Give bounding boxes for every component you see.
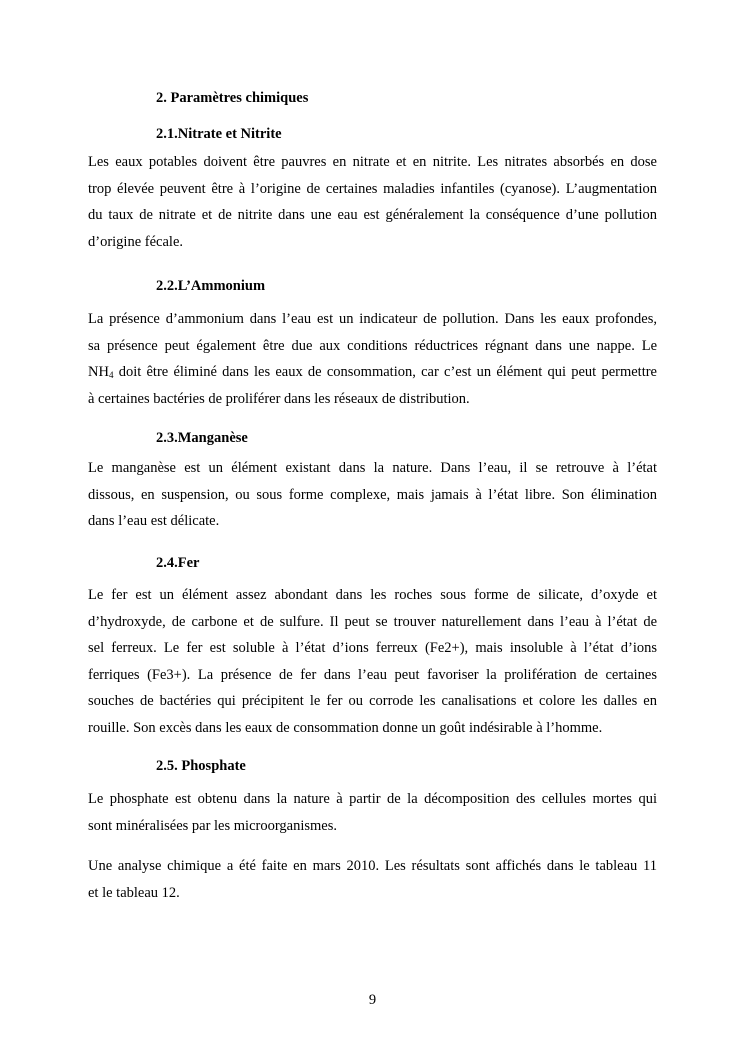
text-line-nh4: $NH_4$ doit être éliminé dans les eaux de consommation, car c’est un élément qui peut permettre	[88, 364, 657, 380]
text-line: dissous, en suspension, ou sous forme complexe, mais jamais à l’état libre. Son élimination	[88, 486, 657, 503]
text-line: souches de bactéries qui précipitent le fer ou corrode les canalisations et colore les dalles en	[88, 693, 657, 709]
text-line: Le fer est un élément assez abondant dans les roches sous forme de silicate, d’oxyde et	[88, 587, 657, 603]
chemical-formula: $NH_4$	[88, 364, 114, 380]
text-line: rouille. Son excès dans les eaux de consommation donne un goût indésirable à l’homme.	[88, 719, 603, 736]
page-number: 9	[368, 992, 377, 1008]
paragraph-iron	[88, 582, 657, 741]
text-line: La présence d’ammonium dans l’eau est un indicateur de pollution. Dans les eaux profondes,	[88, 311, 657, 327]
subsection-title-nitrate: 2.1.Nitrate et Nitrite	[156, 126, 282, 142]
subsection-title-ammonium: 2.2.L’Ammonium	[156, 278, 266, 294]
text-line: sel ferreux. Le fer est soluble à l’état d’ions ferreux (Fe2+), mais insoluble à l’état d’ions	[88, 640, 657, 656]
subsection-title-iron: 2.4.Fer	[156, 555, 200, 571]
paragraph-ammonium	[88, 306, 657, 412]
text-line: du taux de nitrate et de nitrite dans une eau est généralement la conséquence d’une pollution	[88, 207, 657, 223]
text-line: trop élevée peuvent être à l’origine de certaines maladies infantiles (cyanose). L’augmentation	[88, 180, 657, 197]
subsection-title-manganese: 2.3.Manganèse	[156, 430, 248, 446]
section-heading-chemical-parameters: 2. Paramètres chimiques	[156, 90, 309, 106]
text-line: et le tableau 12.	[88, 884, 180, 901]
text-line: à certaines bactéries de proliférer dans les réseaux de distribution.	[88, 390, 470, 407]
text-line: sont minéralisées par les microorganismes.	[88, 817, 337, 834]
text-line: Les eaux potables doivent être pauvres en nitrate et en nitrite. Les nitrates absorbés en dose	[88, 154, 657, 170]
text-line: Le phosphate est obtenu dans la nature à partir de la décomposition des cellules mortes qui	[88, 791, 657, 807]
paragraph-nitrate	[88, 149, 657, 255]
text-line: sa présence peut également être due aux conditions réductrices régnant dans une nappe. Le	[88, 337, 657, 354]
text-line: d’hydroxyde, de carbone et de sulfure. Il peut se trouver naturellement dans l’eau à l’état de	[88, 613, 657, 630]
text-line: Le manganèse est un élément existant dans la nature. Dans l’eau, il se retrouve à l’état	[88, 460, 657, 476]
text-line: ferriques (Fe3+). La présence de fer dans l’eau peut favoriser la prolifération de certaines	[88, 666, 657, 683]
paragraph-manganese	[88, 455, 657, 535]
paragraph-closing	[88, 853, 657, 906]
paragraph-phosphate	[88, 786, 657, 839]
subsection-title-phosphate: 2.5. Phosphate	[156, 758, 246, 774]
text-line: dans l’eau est délicate.	[88, 513, 220, 529]
document-page	[88, 0, 657, 1053]
text-line: d’origine fécale.	[88, 233, 184, 250]
text-line: Une analyse chimique a été faite en mars 2010. Les résultats sont affichés dans le tableau 11	[88, 858, 657, 874]
